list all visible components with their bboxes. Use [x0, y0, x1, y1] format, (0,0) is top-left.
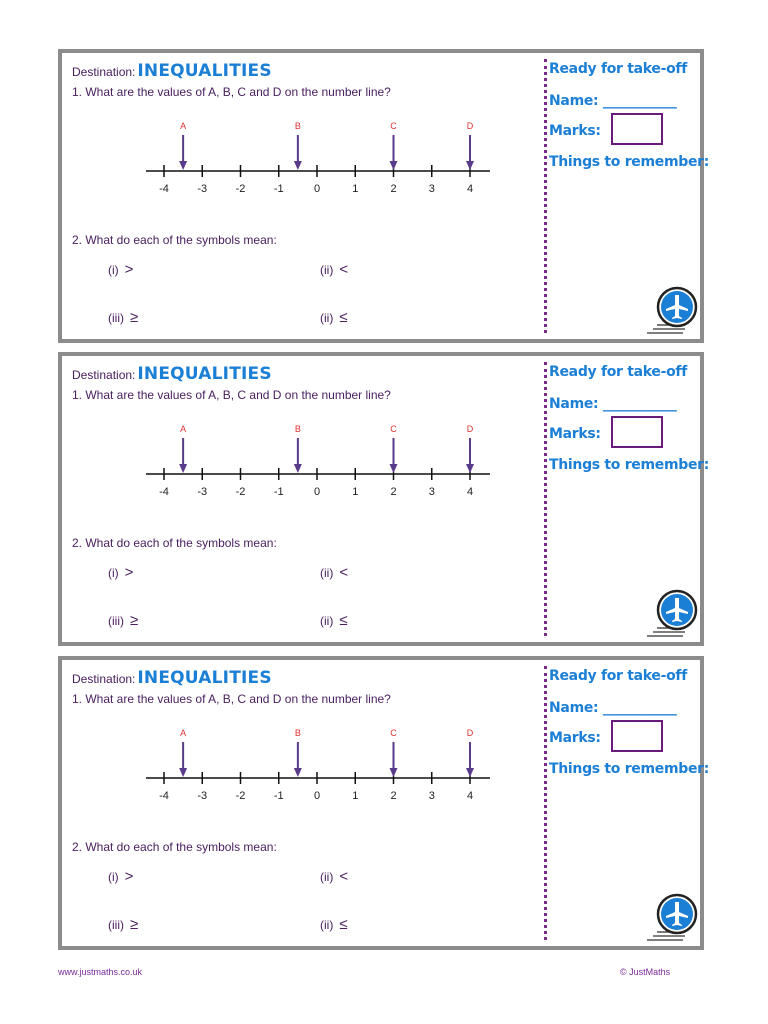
ready-title: Ready for take-off: [549, 364, 688, 380]
symbol-item: [108, 612, 138, 629]
arrow-label: C: [390, 121, 397, 131]
symbol-glyph: <: [339, 868, 349, 885]
question-1: 1. What are the values of A, B, C and D on the number line?: [72, 388, 391, 402]
arrow-label: A: [180, 728, 187, 738]
symbol-number: (iii): [108, 614, 124, 628]
name-field[interactable]: Name: ___________: [549, 700, 677, 716]
symbol-glyph: >: [124, 261, 134, 278]
symbol-number: (i): [108, 566, 119, 580]
marks-label: Marks:: [549, 426, 601, 442]
questions-panel: [62, 356, 542, 642]
ready-title: Ready for take-off: [549, 668, 688, 684]
arrow-label: A: [180, 121, 187, 131]
number-line: [142, 414, 502, 504]
arrow-label: C: [390, 424, 397, 434]
info-panel: [549, 356, 710, 642]
tick-label: 1: [352, 183, 359, 195]
question-2: 2. What do each of the symbols mean:: [72, 233, 277, 247]
tick-label: 3: [428, 183, 435, 195]
tick-label: -1: [273, 183, 284, 195]
symbol-item: [108, 868, 133, 885]
destination-heading: [72, 364, 272, 384]
symbol-number: (iii): [108, 311, 124, 325]
tick-label: -4: [159, 183, 169, 195]
arrow-down-icon: [179, 464, 187, 473]
arrow-down-icon: [294, 161, 302, 170]
website-link[interactable]: www.justmaths.co.uk: [58, 967, 143, 977]
worksheet-card: [58, 49, 710, 343]
symbol-number: (ii): [320, 918, 334, 932]
name-field[interactable]: Name: ___________: [549, 396, 677, 412]
arrow-label: A: [180, 424, 187, 434]
symbol-item: [320, 261, 348, 278]
tick-label: 4: [466, 486, 474, 498]
symbol-number: (ii): [320, 566, 334, 580]
symbol-glyph: <: [339, 564, 349, 581]
worksheet-card: [58, 352, 710, 646]
arrow-label: B: [294, 424, 301, 434]
symbol-item: [320, 309, 348, 326]
things-to-remember-label: Things to remember:: [549, 761, 710, 777]
question-1: 1. What are the values of A, B, C and D on the number line?: [72, 692, 391, 706]
symbol-number: (ii): [320, 263, 334, 277]
arrow-down-icon: [466, 161, 474, 170]
things-to-remember-label: Things to remember:: [549, 457, 710, 473]
tick-label: 2: [390, 183, 397, 195]
topic-title: INEQUALITIES: [137, 668, 272, 688]
question-1: 1. What are the values of A, B, C and D on the number line?: [72, 85, 391, 99]
info-panel: [549, 660, 710, 946]
tick-label: 3: [428, 486, 435, 498]
symbol-item: [320, 564, 348, 581]
symbol-item: [108, 261, 133, 278]
symbol-number: (ii): [320, 870, 334, 884]
arrow-down-icon: [179, 768, 187, 777]
tick-label: -4: [159, 790, 169, 802]
symbol-glyph: ≤: [339, 916, 348, 933]
question-2: 2. What do each of the symbols mean:: [72, 840, 277, 854]
symbol-number: (i): [108, 870, 119, 884]
arrow-label: B: [294, 121, 301, 131]
symbol-number: (ii): [320, 311, 334, 325]
questions-panel: [62, 53, 542, 339]
arrow-down-icon: [390, 768, 398, 777]
tick-label: 4: [466, 790, 474, 802]
symbol-item: [108, 916, 138, 933]
tick-label: -4: [159, 486, 169, 498]
tick-label: 3: [428, 790, 435, 802]
marks-box[interactable]: [611, 416, 663, 448]
symbol-number: (ii): [320, 614, 334, 628]
dotted-divider: [544, 362, 547, 636]
marks-box[interactable]: [611, 113, 663, 145]
destination-label: Destination:: [72, 65, 136, 79]
symbol-glyph: ≤: [339, 612, 348, 629]
tick-label: 1: [352, 486, 359, 498]
airplane-icon: [639, 285, 705, 337]
arrow-down-icon: [294, 464, 302, 473]
tick-label: -3: [197, 183, 208, 195]
symbol-number: (iii): [108, 918, 124, 932]
name-field[interactable]: Name: ___________: [549, 93, 677, 109]
arrow-down-icon: [466, 768, 474, 777]
tick-label: -1: [273, 790, 284, 802]
dotted-divider: [544, 59, 547, 333]
symbol-item: [320, 916, 348, 933]
ready-title: Ready for take-off: [549, 61, 688, 77]
symbol-item: [320, 612, 348, 629]
marks-box[interactable]: [611, 720, 663, 752]
tick-label: 2: [390, 486, 397, 498]
arrow-label: D: [466, 728, 474, 738]
tick-label: 0: [313, 183, 321, 195]
number-line: [142, 718, 502, 808]
symbol-item: [320, 868, 348, 885]
tick-label: 2: [390, 790, 397, 802]
arrow-down-icon: [466, 464, 474, 473]
arrow-down-icon: [179, 161, 187, 170]
symbol-glyph: ≥: [130, 612, 139, 629]
copyright-text: © JustMaths: [620, 967, 671, 977]
airplane-icon: [639, 588, 705, 640]
symbol-glyph: ≤: [339, 309, 348, 326]
symbol-glyph: <: [339, 261, 349, 278]
things-to-remember-label: Things to remember:: [549, 154, 710, 170]
destination-heading: [72, 668, 272, 688]
destination-label: Destination:: [72, 368, 136, 382]
symbol-number: (i): [108, 263, 119, 277]
tick-label: -3: [197, 790, 208, 802]
question-2: 2. What do each of the symbols mean:: [72, 536, 277, 550]
arrow-label: C: [390, 728, 397, 738]
symbol-item: [108, 564, 133, 581]
destination-heading: [72, 61, 272, 81]
symbol-glyph: >: [124, 868, 134, 885]
arrow-down-icon: [294, 768, 302, 777]
arrow-label: D: [466, 424, 474, 434]
symbol-glyph: >: [124, 564, 134, 581]
tick-label: 1: [352, 790, 359, 802]
tick-label: -2: [235, 486, 246, 498]
marks-label: Marks:: [549, 123, 601, 139]
airplane-icon: [639, 892, 705, 944]
arrow-down-icon: [390, 161, 398, 170]
arrow-label: D: [466, 121, 474, 131]
tick-label: -1: [273, 486, 284, 498]
tick-label: 0: [313, 790, 321, 802]
tick-label: 4: [466, 183, 474, 195]
topic-title: INEQUALITIES: [137, 364, 272, 384]
symbol-glyph: ≥: [130, 916, 139, 933]
tick-label: 0: [313, 486, 321, 498]
topic-title: INEQUALITIES: [137, 61, 272, 81]
tick-label: -3: [197, 486, 208, 498]
symbol-glyph: ≥: [130, 309, 139, 326]
arrow-label: B: [294, 728, 301, 738]
symbol-item: [108, 309, 138, 326]
questions-panel: [62, 660, 542, 946]
marks-label: Marks:: [549, 730, 601, 746]
worksheet-card: [58, 656, 710, 950]
dotted-divider: [544, 666, 547, 940]
tick-label: -2: [235, 183, 246, 195]
destination-label: Destination:: [72, 672, 136, 686]
number-line: [142, 111, 502, 201]
arrow-down-icon: [390, 464, 398, 473]
tick-label: -2: [235, 790, 246, 802]
info-panel: [549, 53, 710, 339]
